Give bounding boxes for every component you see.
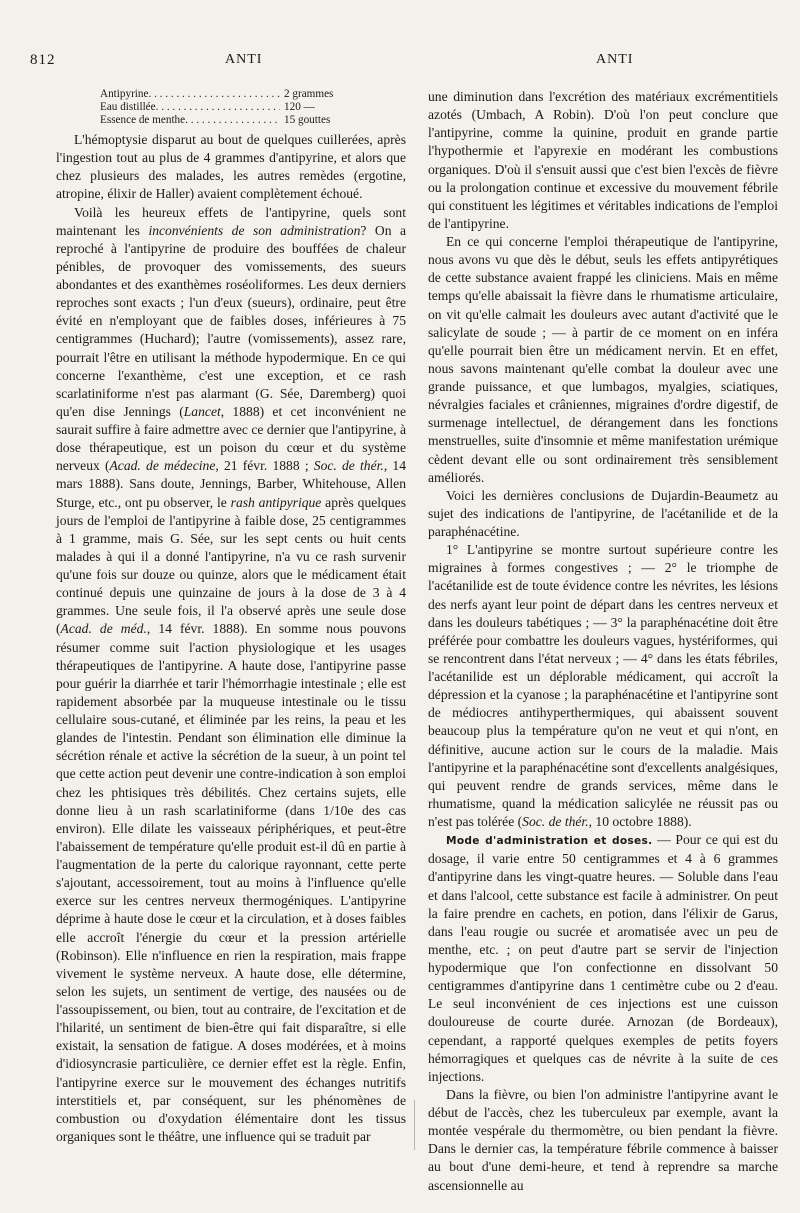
text-run: ? On a reproché à l'antipyrine de produire des bouffées de chaleur pénibles, de provoquer des vomissements, des sueurs abondantes et des exanthèmes roséoliformes. Les deux derniers reproches sont exacts ; l'un d'eux (sueurs), ordinaire, peut être évité en n'employant que de faibles doses, inférieures à 75 centigrammes (Huchard); l'autre (vomissements), assez rare, pourrait l'être en utilisant la méthode hypodermique. En ce qui concerne l'exanthème, c'est une exception, et ce rash scarlatiniforme n'est pas alarmant (G. Sée, Daremberg) quoi qu'en dise Jennings ( <box>56 222 406 419</box>
text-run: , 14 févr. 1888). En somme nous pouvons résumer comme suit l'action physiologique et les usages thérapeutiques de l'antipyrine. A haute dose, l'antipyrine passe pour guérir la diarrhée et tarir l'hémorrhagie intestinale ; elle est rapidement absorbée par la muqueuse intestinale ou le tissu cellulaire sous-cutané, et éliminée par les reins, la peau et les glandes de l'intestin. Pendant son élimination elle diminue la sécrétion rénale et active la sécrétion de la sueur, à un point tel que cette action peut devenir une contre-indication à son emploi chez les phtisiques très débilités. Chez certains sujets, elle donne lieu à un rash scarlatiniforme (dans 1/10e des cas environ). Elle dilate les vaisseaux périphériques, et peut-être l'abaissement de température qu'elle produit est-il dû en partie à l'augmentation de la perte du calorique rayonnant, cette perte s'ajoutant, accessoirement, tout au moins à l'influence qu'elle exerce sur les centres nerveux thermogéniques. L'antipyrine déprime à haute dose le cœur et la circulation, et à doses faibles elle accroît l'énergie du cœur et la pression artérielle (Robinson). Elle n'influence en rien la respiration, mais frappe vivement le système nerveux. A haute dose, elle détermine, selon les sujets, un sentiment de vertige, des nausées ou de l'assoupissement, ou bien, tout au contraire, de l'excitation et de l'hilarité, un sentiment de bien-être qui fait disparaître, si elle existait, la sensation de fatigue. A doses modérées, et à moins d'idiosyncrasie particulière, ce dernier effet est la règle. Enfin, l'antipyrine exerce sur le mouvement des échanges nutritifs interstitiels et, par conséquent, sur les phénomènes de combustion ou d'oxydation élémentaire dont les tissus organiques sont le théâtre, une influence qui se traduit par <box>56 621 406 1144</box>
right-running-title: ANTI <box>596 52 634 67</box>
formula <box>100 88 380 127</box>
ingredient-name: Essence de menthe <box>100 114 186 126</box>
ingredient-name: Eau distillée <box>100 101 156 113</box>
paragraph <box>428 541 778 831</box>
left-column <box>56 88 406 1146</box>
running-head <box>0 52 800 72</box>
column-rule <box>414 1100 415 1150</box>
right-column <box>428 88 778 1195</box>
italic-run: rash antipyrique <box>230 494 322 510</box>
text-run: 1° L'antipyrine se montre surtout supérieure contre les migraines à formes congestives ; — 2° le triomphe de l'acétanilide est de toute évidence contre les névrites, les lésions des nerfs ayant leur point de départ dans les centres nerveux et dans les douleurs tabétiques ; — 3° la paraphénacétine doit être préférée pour combattre les douleurs vagues, hystériformes, qui se rencontrent dans l'état nerveux ; — 4° dans les états fébriles, l'acétanilide est un déplorable médicament, qui accroît la dépression et la cyanose ; la paraphénacétine et l'antipyrine sont de médiocres antihyperthermiques, qui abaissent souvent beaucoup plus la température qu'on ne veut et qui n'ont, en définitive, aucune action sur le cours de la maladie. Mais l'antipyrine et la paraphénacétine sont d'excellents analgésiques, qui peuvent rendre de grands services, même dans le rhumatisme, quand la médication salicylée ne réussit pas ou n'est pas tolérée ( <box>428 542 778 829</box>
italic-run: inconvénients de son administration <box>148 222 361 238</box>
text-run: après quelques jours de l'emploi de l'antipyrine à faible dose, 25 centigrammes à 1 gramme, mais G. Sée, sur les sept cents ou huit cents malades à qui il a donné l'antipyrine, n'a vu ce rash survenir qu'une fois sur douze ou quinze, alors que le médicament était continué depuis une quinzaine de jours à la dose de 3 à 4 grammes. Une seule fois, il l'a observé après une seule dose ( <box>56 494 406 637</box>
paragraph: Dans la fièvre, ou bien l'on administre l'antipyrine avant le début de l'accès, chez les tuberculeux par exemple, avant la montée vespérale du thermomètre, ou bien pendant la fièvre. Dans le dernier cas, la température fébrile commence à baisser au bout d'une demi-heure, et tend à reprendre sa marche ascensionnelle au <box>428 1086 778 1193</box>
leader-dots <box>185 114 280 127</box>
text-run: , 10 octobre 1888). <box>588 814 692 829</box>
paragraph: Voici les dernières conclusions de Dujardin-Beaumetz au sujet des indications de l'antipyrine, de l'acétanilide et de la paraphénacétine. <box>428 487 778 539</box>
paragraph: En ce qui concerne l'emploi thérapeutique de l'antipyrine, nous avons vu que dès le début, seuls les effets antipyrétiques de cette substance avaient frappé les cliniciens. Mais en même temps qu'elle abaissait la fièvre dans le rhumatisme articulaire, on vit qu'elle calmait les douleurs avec autant d'activité que le salicylate de soude ; — à partir de ce moment on en inféra qu'elle pourrait bien être un médicament nervin. Et en effet, nous savons maintenant qu'elle combat la douleur avec une grande puissance, et que lumbagos, myalgies, sciatiques, névralgies faciales et crâniennes, migraines d'ordre digestif, de surmenage intellectuel, de dérangement dans les fonctions menstruelles, suite d'insomnie et même manifestation urémique cèdent devant elle ou sont ordinairement très sensiblement améliorés. <box>428 234 778 485</box>
ingredient-qty: 2 grammes <box>284 88 334 100</box>
italic-run: Acad. de méd. <box>60 621 147 637</box>
paragraph <box>56 204 406 1147</box>
paragraph: une diminution dans l'excrétion des matériaux excrémentitiels azotés (Umbach, A Robin). D'où l'on peut conclure que l'antipyrine, comme la quinine, produit en grande partie l'hypothermie et l'apyrexie en modérant les combustions organiques. D'où il s'ensuit aussi que c'est bien l'excès de fièvre ou la prolongation continue et excessive du mouvement fébrile qui constituent les légitimes et véritables indications de l'emploi de l'antipyrine. <box>428 89 778 231</box>
formula-row <box>100 101 380 114</box>
text-run: , 1888) et cet inconvénient ne saurait suffire à faire admettre avec ce dernier que l'antipyrine, à dose thérapeutique, est un poison du cœur et du système nerveux ( <box>56 403 406 474</box>
formula-row <box>100 88 380 101</box>
ingredient-name: Antipyrine <box>100 88 149 100</box>
left-running-title: ANTI <box>225 52 263 67</box>
text-run: — Pour ce qui est du dosage, il varie entre 50 centigrammes et 4 à 6 grammes d'antipyrine dans les vingt-quatre heures. — Soluble dans l'eau et dans l'alcool, cette substance est facile à administrer. On peut la faire prendre en cachets, en potion, dans l'élixir de Garus, dans l'eau rougie ou sucrée et aromatisée avec un peu de menthe, etc. ; on peut d'autre part se servir de l'injection hypodermique que l'on confectionne en dissolvant 50 centigrammes d'antipyrine dans 1 centimètre cube ou 2 d'eau. Le seul inconvénient de ces injections est une cuisson douloureuse de courte durée. Arnozan (de Bordeaux), cependant, a rapporté quelques exemples de petits foyers hémorragiques et quelques cas de névrite à la suite de ces injections. <box>428 832 778 1084</box>
ingredient-qty: 15 gouttes <box>284 114 331 126</box>
paragraph <box>428 831 778 1086</box>
italic-run: Soc. de thér. <box>522 814 589 829</box>
section-heading: Mode d'administration et doses. <box>446 835 653 848</box>
ingredient-qty: 120 — <box>284 101 315 113</box>
italic-run: Acad. de médecine <box>109 458 216 474</box>
paragraph: L'hémoptysie disparut au bout de quelques cuillerées, après l'ingestion tout au plus de 4 grammes d'antipyrine, et alors que chez plusieurs des malades, les autres remèdes (ergotine, atropine, élixir de Haller) avaient complètement échoué. <box>56 132 406 202</box>
leader-dots <box>156 101 280 114</box>
italic-run: Soc. de thér. <box>313 458 384 474</box>
text-run: Voilà les heureux effets de l'antipyrine, quels sont maintenant les <box>56 204 406 238</box>
leader-dots <box>148 88 280 101</box>
formula-row <box>100 114 380 127</box>
text-run: , 14 mars 1888). Sans doute, Jennings, Barber, Whitehouse, Allen Sturge, etc., ont pu observer, le <box>56 458 407 510</box>
italic-run: Lancet <box>183 403 221 419</box>
text-run: , 21 févr. 1888 ; <box>215 458 314 474</box>
page-number: 812 <box>30 52 56 68</box>
